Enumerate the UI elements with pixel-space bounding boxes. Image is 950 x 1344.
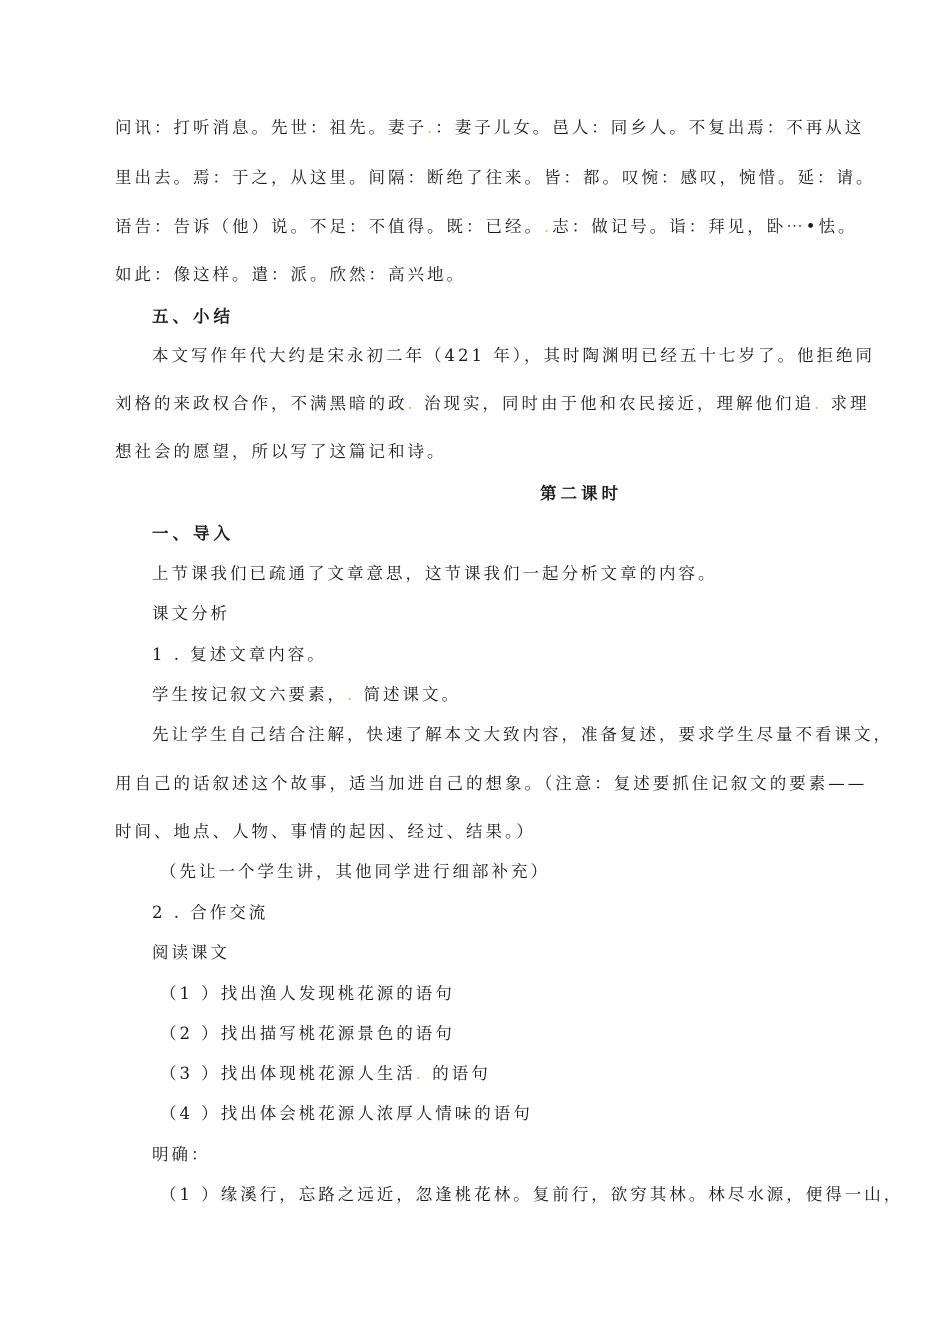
text-span: 治现实，同时由于他和农民接近，理解他们追: [415, 394, 814, 413]
highlight-mark: .: [544, 217, 553, 236]
text-span: 的语句: [424, 1064, 491, 1083]
text-span: 刘格的来政权合作，不满黑暗的政: [115, 394, 408, 413]
highlight-mark: .: [415, 1064, 424, 1083]
lesson-title: 第二课时: [540, 484, 622, 503]
text-line: [0, 113, 950, 143]
list-item: （4 ）找出体会桃花源人浓厚人情味的语句: [160, 1104, 533, 1123]
text-line: 本文写作年代大约是宋永初二年（421 年），其时陶渊明已经五十七岁了。他拒绝同: [152, 346, 875, 365]
text-line: 里出去。焉：于之，从这里。间隔：断绝了往来。皆：都。叹惋：感叹，惋惜。延：请。: [115, 168, 876, 187]
text-line: 时间、地点、人物、事情的起因、经过、结果。）: [115, 822, 536, 841]
text-span: 学生按记叙文六要素，: [152, 685, 347, 704]
text-span: ：妻子儿女。邑人：同乡人。不复出焉：不再从这: [435, 118, 865, 137]
text-span: （3 ）找出体现桃花源人生活: [160, 1064, 416, 1083]
list-item: （1 ）找出渔人发现桃花源的语句: [160, 984, 455, 1003]
text-line: 上节课我们已疏通了文章意思，这节课我们一起分析文章的内容。: [152, 564, 718, 583]
list-item: （1 ）缘溪行，忘路之远近，忽逢桃花林。复前行，欲穷其林。林尽水源，便得一山，: [160, 1185, 904, 1204]
text-line: 明确：: [152, 1145, 211, 1164]
highlight-mark: .: [814, 394, 823, 413]
text-line: 想社会的愿望，所以写了这篇记和诗。: [115, 442, 447, 461]
section-heading: 五、小结: [152, 307, 234, 326]
text-line: 先让学生自己结合注解，快速了解本文大致内容，准备复述，要求学生尽量不看课文，: [152, 725, 893, 744]
text-line: [0, 389, 950, 419]
text-line: 2 . 合作交流: [152, 903, 269, 922]
text-span: 简述课文。: [355, 685, 461, 704]
list-item: [0, 1059, 950, 1089]
text-line: 如此：像这样。遣：派。欣然：高兴地。: [115, 265, 466, 284]
highlight-mark: .: [347, 685, 356, 704]
text-span: 志：做记号。诣：拜见，卧⋯•怯。: [552, 217, 858, 236]
text-span: 语告：告诉（他）说。不足：不值得。既：已经。: [115, 217, 544, 236]
highlight-mark: .: [427, 118, 436, 137]
list-item: （2 ）找出描写桃花源景色的语句: [160, 1024, 455, 1043]
text-span: 求理: [822, 394, 870, 413]
text-span: 问讯：打听消息。先世：祖先。妻子: [115, 118, 427, 137]
text-line: 阅读课文: [152, 943, 230, 962]
text-line: （先让一个学生讲，其他同学进行细部补充）: [160, 862, 550, 881]
section-heading: 一、导入: [152, 524, 234, 543]
text-line: 用自己的话叙述这个故事，适当加进自己的想象。（注意：复述要抓住记叙文的要素——: [115, 774, 868, 793]
text-line: [0, 212, 950, 242]
text-line: 1 . 复述文章内容。: [152, 645, 327, 664]
text-line: 课文分析: [152, 604, 230, 623]
highlight-mark: .: [407, 394, 416, 413]
text-line: [0, 680, 950, 710]
